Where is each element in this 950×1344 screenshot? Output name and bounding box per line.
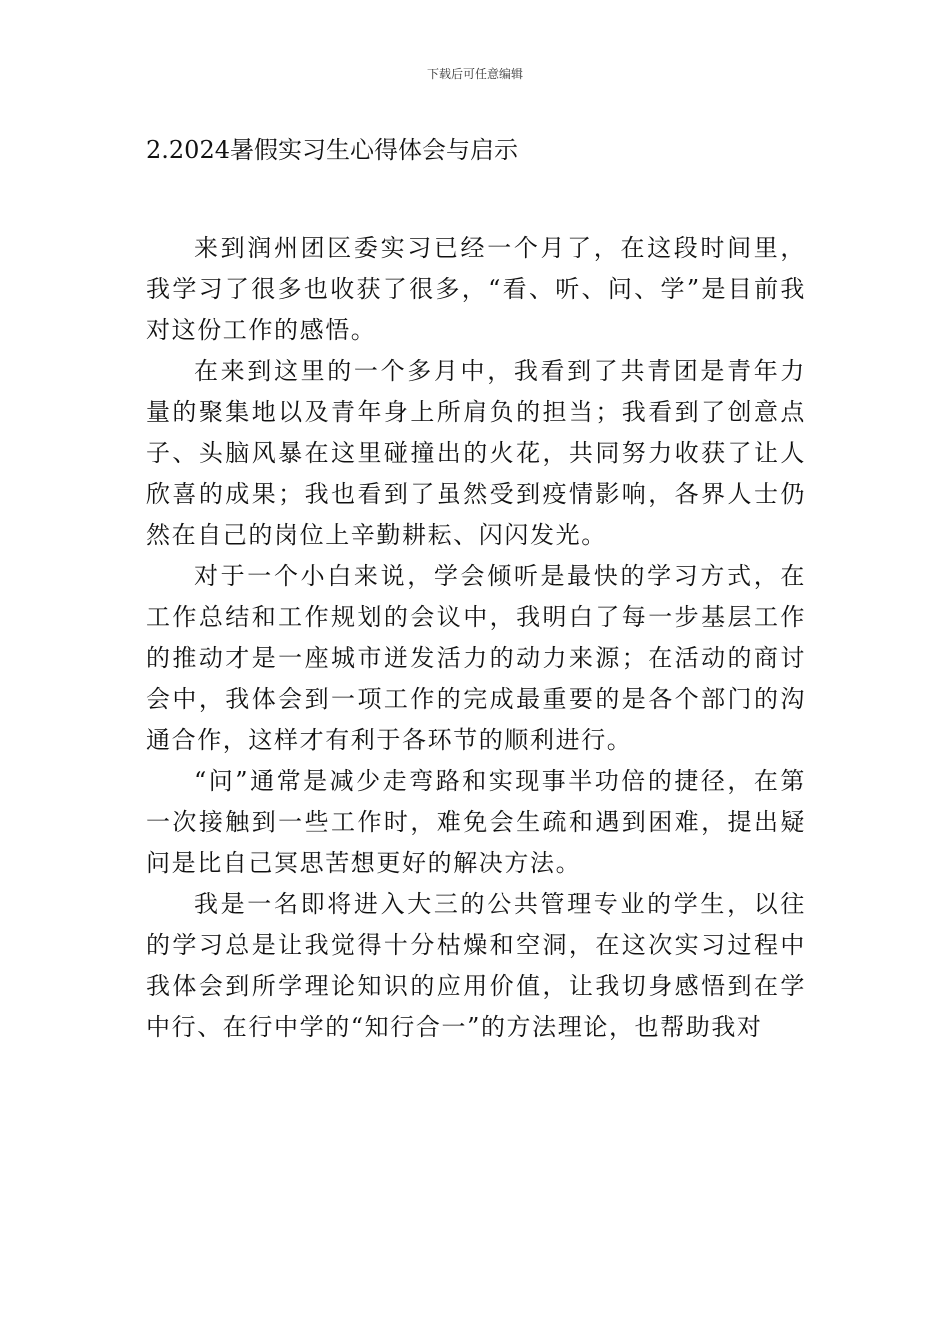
paragraph-5: 我是一名即将进入大三的公共管理专业的学生，以往的学习总是让我觉得十分枯燥和空洞，在这次实习过程中我体会到所学理论知识的应用价值，让我切身感悟到在学中行、在行中学的“知行合一”的方法理论，也帮助我对 — [146, 890, 806, 1041]
paragraph-1: 来到润州团区委实习已经一个月了，在这段时间里，我学习了很多也收获了很多，“看、听、问、学”是目前我对这份工作的感悟。 — [146, 234, 806, 344]
paragraph-4: “问”通常是减少走弯路和实现事半功倍的捷径，在第一次接触到一些工作时，难免会生疏和遇到困难，提出疑问是比自己冥思苦想更好的解决方法。 — [146, 767, 806, 877]
paragraph-2: 在来到这里的一个多月中，我看到了共青团是青年力量的聚集地以及青年身上所肩负的担当；我看到了创意点子、头脑风暴在这里碰撞出的火花，共同努力收获了让人欣喜的成果；我也看到了虽然受到疫情影响，各界人士仍然在自己的岗位上辛勤耕耘、闪闪发光。 — [146, 357, 806, 549]
document-body — [146, 228, 806, 1048]
paragraph-3: 对于一个小白来说，学会倾听是最快的学习方式，在工作总结和工作规划的会议中，我明白了每一步基层工作的推动才是一座城市迸发活力的动力来源；在活动的商讨会中，我体会到一项工作的完成最重要的是各个部门的沟通合作，这样才有利于各环节的顺利进行。 — [146, 562, 806, 754]
header-note: 下载后可任意编辑 — [426, 67, 523, 81]
document-title: 2.2024暑假实习生心得体会与启示 — [146, 136, 518, 164]
